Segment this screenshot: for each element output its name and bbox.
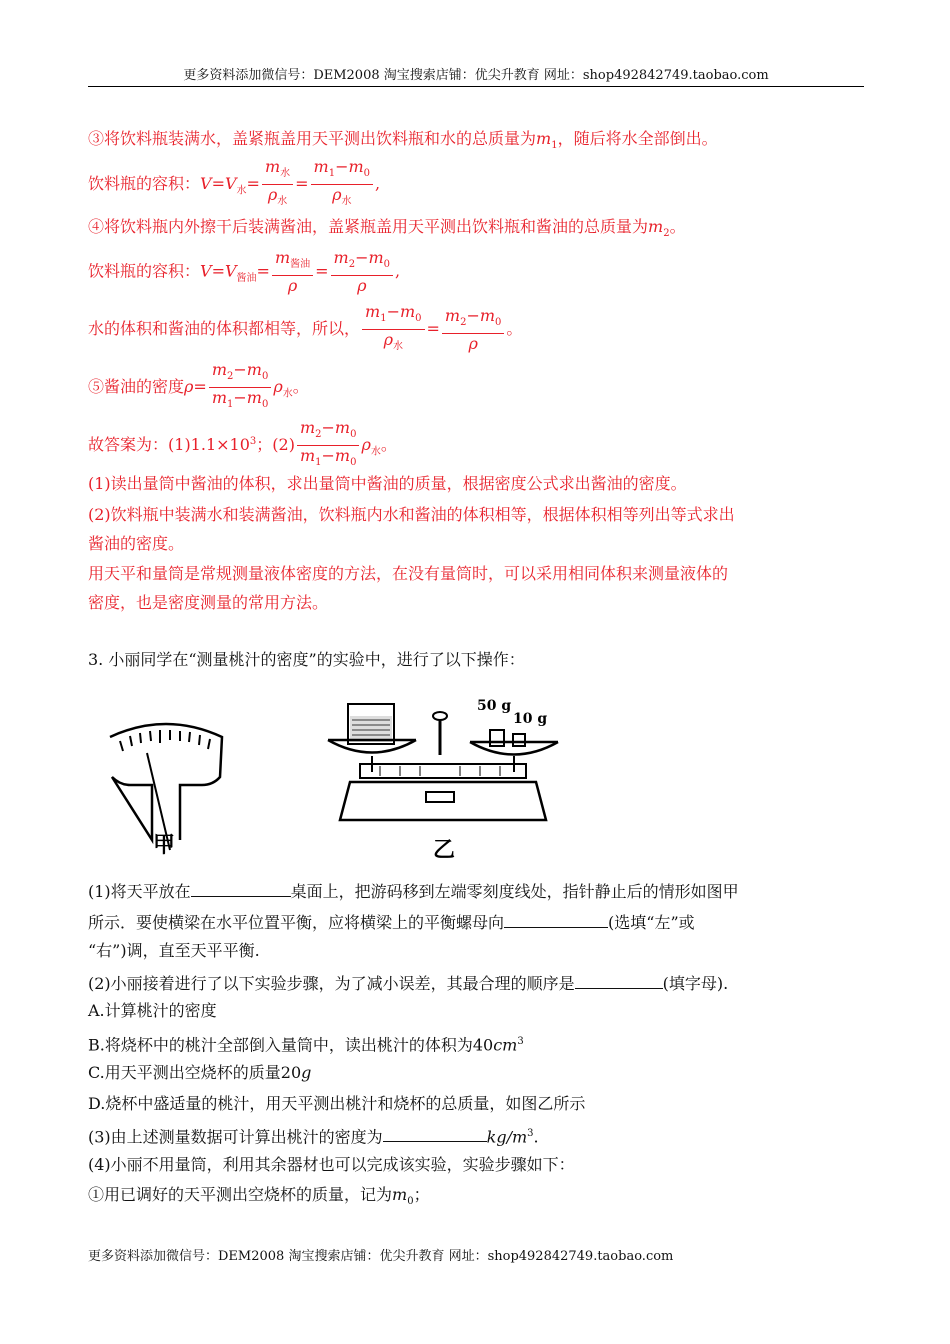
solution-step3: ③将饮料瓶装满水，盖紧瓶盖用天平测出饮料瓶和水的总质量为$m_1$，随后将水全部倒出。	[88, 129, 718, 152]
volume-formula-water: 饮料瓶的容积：$V=V_水=$ $\frac{m_水}{\rho_水}$ = $\frac{m_1-m_0}{\rho_水}$ ,	[88, 157, 381, 208]
option-b: B.将烧杯中的桃汁全部倒入量筒中，读出桃汁的体积为$40cm^3$	[88, 1035, 524, 1055]
equal-volume-formula: 水的体积和酱油的体积都相等，所以， $\frac{m_1-m_0}{\rho_水}$ = $\frac{m_2-m_0}{\rho}$ 。	[88, 302, 523, 353]
figure-yi-label: 乙	[432, 838, 456, 863]
figure-jia-pointer-dial	[100, 715, 230, 865]
figure-jia-label: 甲	[152, 833, 176, 858]
option-c: C.用天平测出空烧杯的质量20g	[88, 1063, 312, 1082]
weight-50g-label: 50 g	[477, 698, 512, 714]
page-header: 更多资料添加微信号：DEM2008 淘宝搜索店铺：优尖升教育 网址：shop492842749.taobao.com	[183, 68, 769, 83]
analysis-2b: 酱油的密度。	[88, 534, 185, 553]
answer-blank-4[interactable]	[383, 1123, 487, 1142]
q3-line: (3)由上述测量数据可计算出桃汁的密度为 $kg/m^3$.	[88, 1123, 539, 1148]
q1-line-a: (1)将天平放在 桌面上，把游码移到左端零刻度线处，指针静止后的情形如图甲	[88, 878, 739, 903]
q4-line: (4)小丽不用量筒，利用其余器材也可以完成该实验，实验步骤如下：	[88, 1155, 575, 1174]
analysis-1: (1)读出量筒中酱油的体积，求出量筒中酱油的质量，根据密度公式求出酱油的密度。	[88, 474, 687, 493]
question-title: 3. 小丽同学在“测量桃汁的密度”的实验中，进行了以下操作：	[88, 650, 525, 669]
answer-blank-1[interactable]	[191, 878, 291, 897]
answer-blank-3[interactable]	[575, 970, 663, 989]
volume-formula-soy: 饮料瓶的容积：$V=V_{酱油}=$ $\frac{m_{酱油}}{\rho}$ = $\frac{m_2-m_0}{\rho}$ ,	[88, 248, 401, 296]
option-a: A.计算桃汁的密度	[88, 1001, 217, 1020]
figure-yi-balance	[320, 690, 580, 865]
q1-line-c: “右”)调，直至天平平衡.	[88, 941, 260, 960]
analysis-2a: (2)饮料瓶中装满水和装满酱油，饮料瓶内水和酱油的体积相等，根据体积相等列出等式求出	[88, 505, 735, 524]
option-d: D.烧杯中盛适量的桃汁，用天平测出桃汁和烧杯的总质量，如图乙所示	[88, 1094, 586, 1113]
solution-step4: ④将饮料瓶内外擦干后装满酱油，盖紧瓶盖用天平测出饮料瓶和酱油的总质量为$m_2$。	[88, 217, 686, 240]
comment-1: 用天平和量筒是常规测量液体密度的方法，在没有量筒时，可以采用相同体积来测量液体的	[88, 564, 729, 583]
solution-step5: ⑤酱油的密度ρ= $\frac{m_2-m_0}{m_1-m_0}$ $\rho_水$。	[88, 360, 309, 411]
page-footer: 更多资料添加微信号：DEM2008 淘宝搜索店铺：优尖升教育 网址：shop492842749.taobao.com	[88, 1249, 674, 1264]
header-divider	[88, 86, 864, 87]
answer-line: 故答案为：$(1)1.1\times 10^3$；(2) $\frac{m_2-m_0}{m_1-m_0}$ $\rho_水$。	[88, 418, 397, 469]
q2-line: (2)小丽接着进行了以下实验步骤，为了减小误差，其最合理的顺序是 (填字母).	[88, 970, 728, 995]
comment-2: 密度，也是密度测量的常用方法。	[88, 593, 329, 612]
weight-10g-label: 10 g	[513, 711, 548, 727]
q1-line-b: 所示．要使横梁在水平位置平衡，应将横梁上的平衡螺母向 (选填“左”或	[88, 909, 695, 934]
answer-blank-2[interactable]	[504, 909, 608, 928]
q4-step1: ①用已调好的天平测出空烧杯的质量，记为$m_0$；	[88, 1185, 430, 1208]
